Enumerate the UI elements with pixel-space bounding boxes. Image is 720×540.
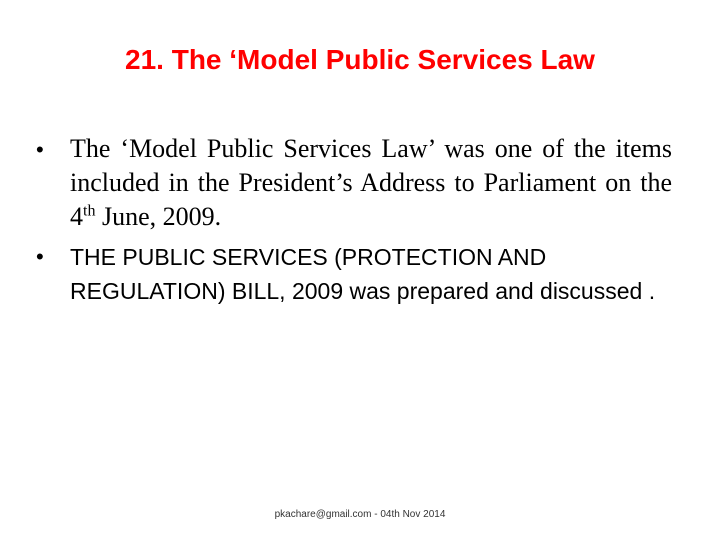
bullet-marker: • xyxy=(36,137,44,162)
bullet-item-2 xyxy=(36,240,672,308)
bullet-text-main: The ‘Model Public Services Law’ was one of the items included in the President’s Address to Parliament on the 4 xyxy=(70,134,672,231)
bullet-text: THE PUBLIC SERVICES (PROTECTION AND REGULATION) BILL, 2009 was prepared and discussed . xyxy=(70,244,656,304)
bullet-marker: • xyxy=(36,244,44,269)
bullet-list xyxy=(36,132,672,308)
ordinal-suffix: th xyxy=(83,202,96,220)
footer-text: pkachare@gmail.com - 04th Nov 2014 xyxy=(274,509,446,520)
bullet-item-1 xyxy=(36,132,672,234)
bullet-text-end: June, 2009. xyxy=(95,202,222,231)
bullet-text xyxy=(70,134,672,231)
slide-title: 21. The ‘Model Public Services Law xyxy=(125,44,595,75)
